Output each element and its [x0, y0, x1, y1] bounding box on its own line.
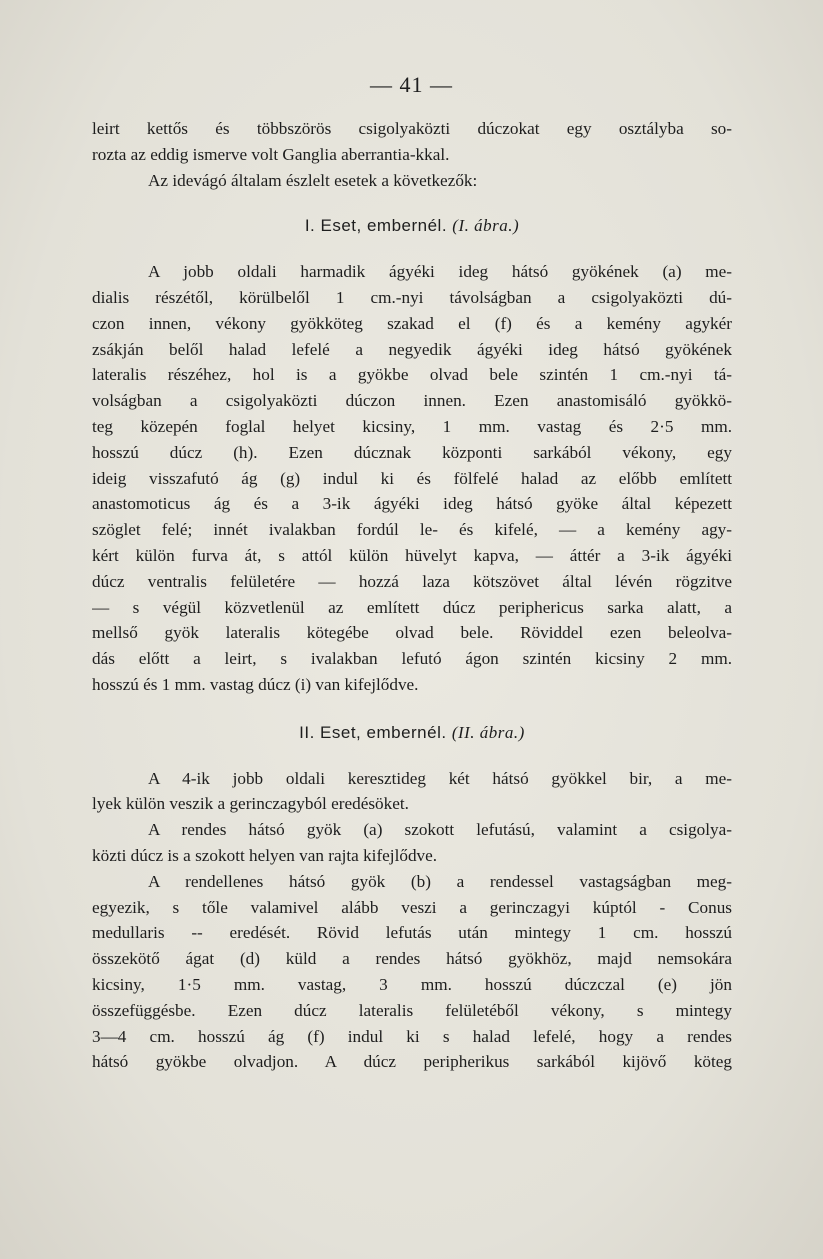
text-line: — s végül közvetlenül az említett dúcz periphericus sarka alatt, a — [92, 597, 732, 617]
text-line: A 4-ik jobb oldali keresztideg két hátsó gyökkel bir, a me- — [148, 768, 732, 788]
case-heading-2 — [92, 720, 732, 746]
text-line: dúcz ventralis felületére — hozzá laza kötszövet által lévén rögzitve — [92, 571, 732, 591]
text-line: hátsó gyökbe olvadjon. A dúcz peripherikus sarkából kijövő köteg — [92, 1052, 732, 1072]
text-line: ideig visszafutó ág (g) indul ki és fölfelé halad az előbb említett — [92, 468, 732, 488]
text-line: A rendes hátsó gyök (a) szokott lefutású, valamint a csigolya- — [148, 820, 732, 840]
text-line: mellső gyök lateralis kötegébe olvad bele. Röviddel ezen beleolva- — [92, 623, 732, 643]
text-line: dialis részétől, körülbelől 1 cm.-nyi távolságban a csigolyaközti dú- — [92, 287, 732, 307]
text-line: leirt kettős és többszörös csigolyaközti dúczokat egy osztályba so- — [92, 119, 732, 138]
text-line: medullaris -- eredését. Rövid lefutás után mintegy 1 cm. hosszú — [92, 923, 732, 943]
text-line: közti dúcz is a szokott helyen van rajta kifejlődve. — [92, 845, 438, 865]
text-line: teg közepén foglal helyet kicsiny, 1 mm. vastag és 2·5 mm. — [92, 416, 732, 436]
figure-reference: (II. ábra.) — [451, 722, 525, 742]
text-line: összekötő ágat (d) küld a rendes hátsó gyökhöz, majd nemsokára — [92, 949, 732, 969]
case-heading-title: I. Eset, embernél. — [304, 216, 448, 236]
text-line: anastomoticus ág és a 3-ik ágyéki ideg hátsó gyöke által képezett — [92, 494, 732, 514]
text-line: egyezik, s tőle valamivel alább veszi a gerinczagyi kúptól - Conus — [92, 897, 732, 917]
figure-reference: (I. ábra.) — [452, 216, 520, 236]
text-line: lateralis részéhez, hol is a gyökbe olvad bele szintén 1 cm.-nyi tá- — [92, 365, 732, 385]
text-line: A rendellenes hátsó gyök (b) a rendessel vastagságban meg- — [148, 871, 732, 891]
text-line: czon innen, vékony gyökköteg szakad el (f) és a kemény agykér — [92, 313, 732, 333]
text-line: dás előtt a leirt, s ivalakban lefutó ágon szintén kicsiny 2 mm. — [92, 649, 732, 669]
text-line: kicsiny, 1·5 mm. vastag, 3 mm. hosszú dúczczal (e) jön — [92, 974, 732, 994]
text-line: összefüggésbe. Ezen dúcz lateralis felületéből vékony, s mintegy — [92, 1000, 732, 1020]
text-line: 3—4 cm. hosszú ág (f) indul ki s halad lefelé, hogy a rendes — [92, 1026, 732, 1046]
text-line: volságban a csigolyaközti dúczon innen. Ezen anastomisáló gyökkö- — [92, 391, 732, 411]
text-line: Az idevágó általam észlelt esetek a következők: — [148, 170, 478, 190]
text-line: hosszú dúcz (h). Ezen dúcznak központi sarkából vékony, egy — [92, 442, 732, 462]
text-line: zsákján belől halad lefelé a negyedik ágyéki ideg hátsó gyökének — [92, 339, 732, 359]
body-text — [92, 116, 732, 1075]
text-line: kért külön furva át, s attól külön hüvelyt kapva, — áttér a 3-ik ágyéki — [92, 545, 732, 565]
case-heading-1 — [92, 213, 732, 239]
case-heading-title: II. Eset, embernél. — [299, 722, 447, 742]
text-line: szöglet felé; innét ivalakban fordúl le- és kifelé, — a kemény agy- — [92, 520, 732, 540]
text-line: A jobb oldali harmadik ágyéki ideg hátsó gyökének (a) me- — [148, 262, 732, 282]
page-number: — 41 — — [370, 72, 453, 97]
text-line: hosszú és 1 mm. vastag dúcz (i) van kifejlődve. — [92, 674, 419, 694]
text-line: rozta az eddig ismerve volt Ganglia aberrantia-kkal. — [92, 144, 450, 164]
text-line: lyek külön veszik a gerinczagyból eredésöket. — [92, 794, 409, 814]
